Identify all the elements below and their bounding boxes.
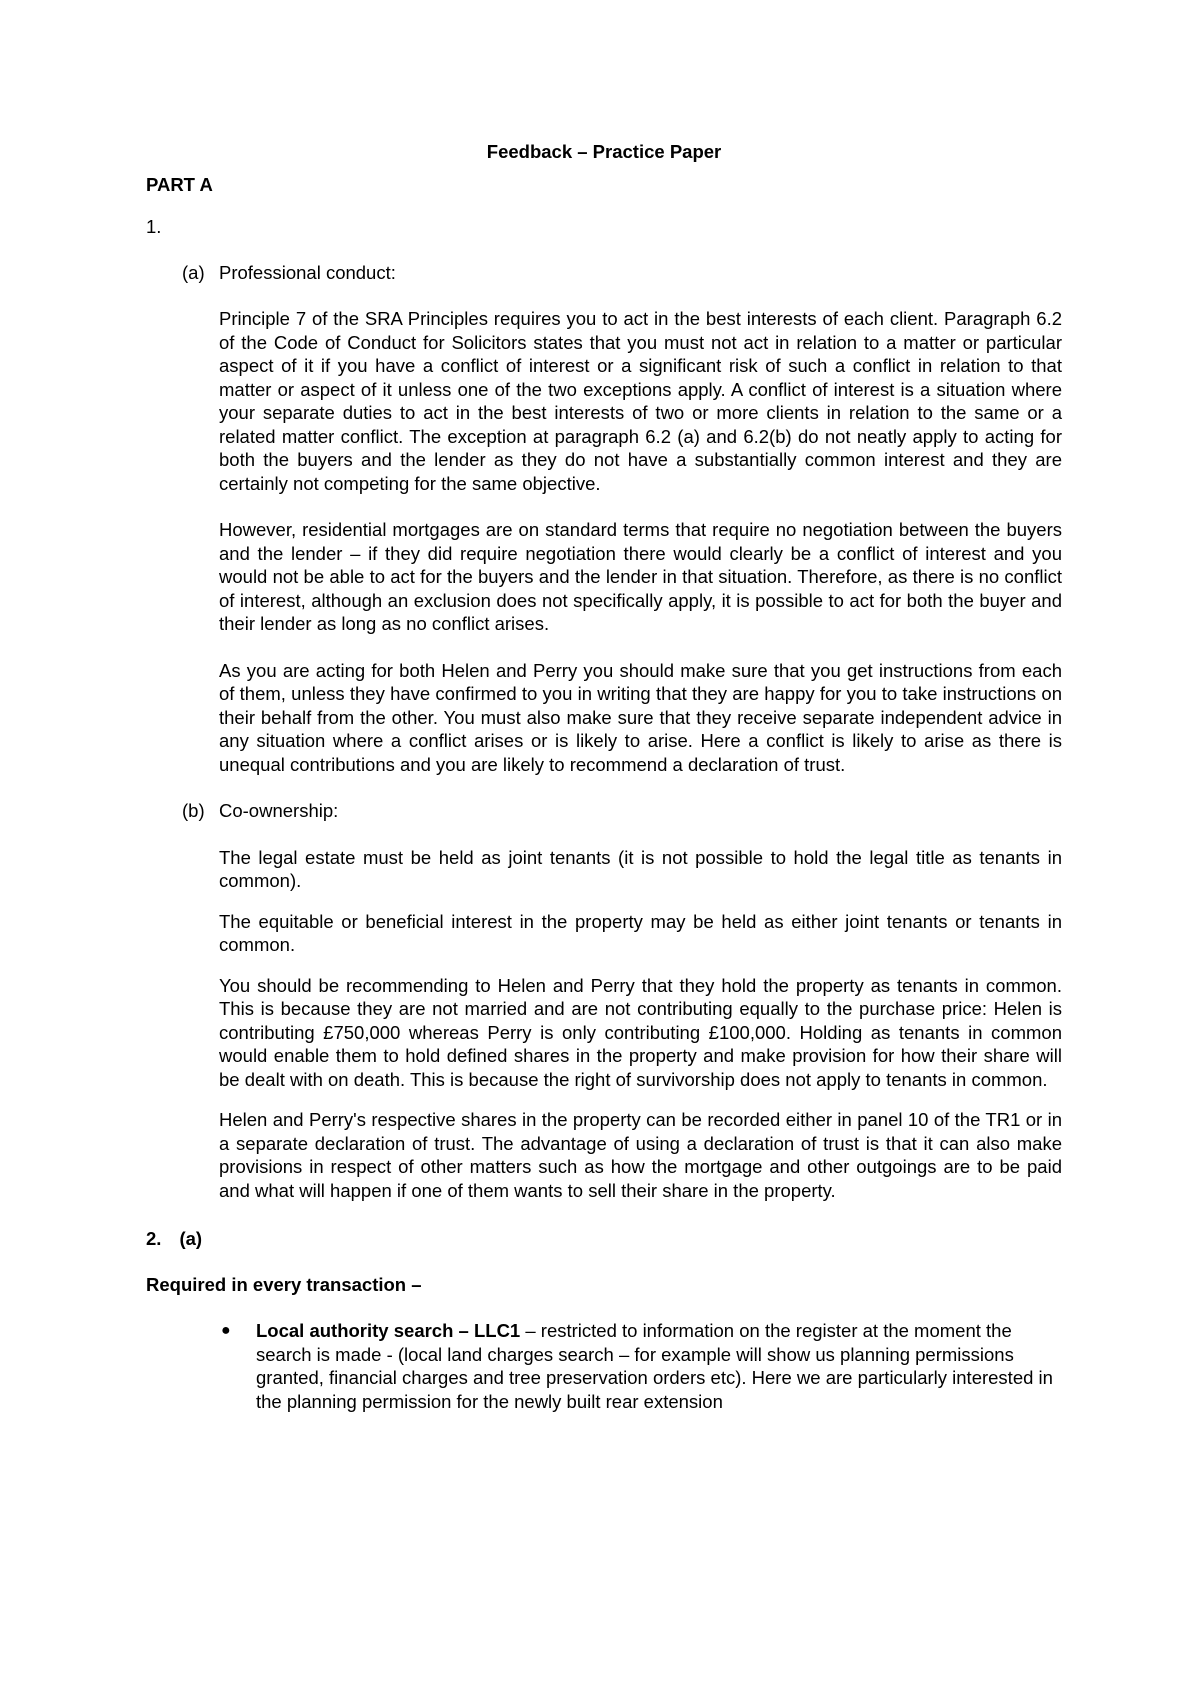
question-1a-paragraph: As you are acting for both Helen and Perry you should make sure that you get instructions from each of them, unless they have confirmed to you in writing that they are happy for you to take instructions on their behalf from the other. You must also make sure that they receive separate independent advice in any situation where a conflict arises or is likely to arise. Here a conflict is likely to arise as there is unequal contributions and you are likely to recommend a declaration of trust. — [219, 659, 1062, 775]
question-1b-paragraph: Helen and Perry's respective shares in the property can be recorded either in panel 10 of the TR1 or in a separate declaration of trust. The advantage of using a declaration of trust is that it can also make provisions in respect of other matters such as how the mortgage and other outgoings are to be paid and what will happen if one of them wants to sell their share in the property. — [219, 1109, 1062, 1201]
question-2-heading — [146, 1227, 1062, 1251]
required-heading: Required in every transaction – — [146, 1273, 422, 1295]
question-2a-label: (a) — [179, 1228, 203, 1249]
document-title: Feedback – Practice Paper — [486, 141, 722, 162]
bullet-icon: ● — [221, 1322, 231, 1339]
question-1a-heading — [146, 261, 1062, 285]
question-1-number: 1. — [146, 216, 162, 237]
question-1a-paragraph: Principle 7 of the SRA Principles requires you to act in the best interests of each client. Paragraph 6.2 of the Code of Conduct for Solicitors states that you must not act in relation to a matter or particular aspect of it if you have a conflict of interest or a significant risk of such a conflict in relation to that matter or aspect of it unless one of the two exceptions apply. A conflict of interest is a situation where your separate duties to act in the best interests of two or more clients in relation to the same or a related matter conflict. The exception at paragraph 6.2 (a) and 6.2(b) do not neatly apply to acting for both the buyers and the lender as they do not have a substantially common interest and they are certainly not competing for the same objective. — [219, 308, 1062, 494]
question-1b-paragraph: The equitable or beneficial interest in the property may be held as either joint tenants or tenants in common. — [219, 910, 1062, 955]
question-1b-paragraph: You should be recommending to Helen and Perry that they hold the property as tenants in common. This is because they are not married and are not contributing equally to the purchase price: Helen is contributing £750,000 whereas Perry is only contributing £100,000. Holding as tenants in common would enable them to hold defined shares in the property and make provision for how their share will be dealt with on death. This is because the right of survivorship does not apply to tenants in common. — [219, 974, 1062, 1090]
question-1b-heading — [146, 799, 1062, 823]
question-1a-label: (a) — [182, 261, 205, 283]
document-page — [146, 140, 1062, 1413]
bullet-item — [221, 1319, 1062, 1413]
question-1a-paragraph: However, residential mortgages are on standard terms that require no negotiation between the buyers and the lender – if they did require negotiation there would clearly be a conflict of interest and you would not be able to act for the buyers and the lender in that situation. Therefore, as there is no conflict of interest, although an exclusion does not specifically apply, it is possible to act for both the buyer and their lender as long as no conflict arises. — [219, 519, 1062, 634]
bullet-text: – restricted to information on the register at the moment the search is made - (local land charges search – for example will show us planning permissions granted, financial charges and tree preservation orders etc). Here we are particularly interested in the planning permission for the newly built rear extension — [256, 1320, 1053, 1412]
question-1b-title: Co-ownership: — [219, 800, 339, 821]
question-2-number: 2. — [146, 1228, 162, 1249]
bullet-bold-text: Local authority search – LLC1 — [256, 1320, 521, 1341]
question-1a-title: Professional conduct: — [219, 261, 396, 283]
question-1b-paragraph: The legal estate must be held as joint tenants (it is not possible to hold the legal title as tenants in common). — [219, 846, 1062, 891]
question-1b-label: (b) — [182, 800, 205, 821]
part-heading: PART A — [146, 173, 213, 195]
